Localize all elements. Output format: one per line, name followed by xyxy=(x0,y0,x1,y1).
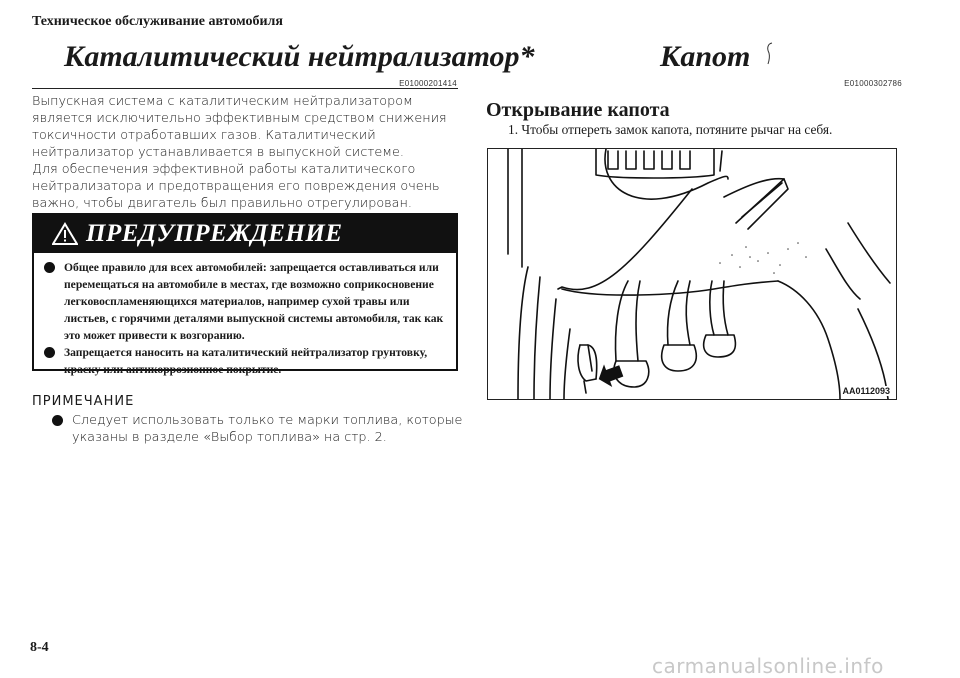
figure-code: AA0112093 xyxy=(842,386,890,396)
hood-release-illustration xyxy=(488,149,896,399)
paragraph-1: Выпускная система с каталитическим нейтрализатором является исключительно эффективным средством снижения токсичности отработавших газов. Каталитический нейтрализатор устанавливается в выпускной системе. xyxy=(32,94,447,160)
section-code-right: E01000302786 xyxy=(844,79,902,88)
warning-item xyxy=(42,344,450,378)
section-title-catalytic: Каталитический нейтрализатор* xyxy=(64,40,535,73)
watermark: carmanualsonline.info xyxy=(652,654,884,678)
bullet-icon xyxy=(52,415,63,426)
intro-text xyxy=(32,93,458,212)
warning-title: ПРЕДУПРЕЖДЕНИЕ xyxy=(86,220,343,247)
bullet-icon xyxy=(44,347,55,358)
hook-mark-icon xyxy=(764,40,776,66)
running-head: Техническое обслуживание автомобиля xyxy=(32,14,283,29)
warning-item-text: Общее правило для всех автомобилей: запрещается оставливаться или перемещаться на автомобиле в местах, где возможно соприкосновение легковоспламеняющихся материалов, например сухой травы или листьев, с горячими деталями выпускной системы автомобиля, так как это может привести к возгоранию. xyxy=(64,261,444,342)
paragraph-2: Для обеспечения эффективной работы каталитического нейтрализатора и предотвращения его повреждения очень важно, чтобы двигатель был правильно отрегулирован. xyxy=(32,162,440,211)
warning-list xyxy=(42,259,450,378)
pull-arrow-icon xyxy=(595,360,626,391)
note-item xyxy=(52,412,472,446)
warning-triangle-icon xyxy=(52,222,78,246)
page-number: 8-4 xyxy=(30,640,49,655)
warning-header xyxy=(34,215,456,253)
warning-box xyxy=(32,213,458,376)
note-title: ПРИМЕЧАНИЕ xyxy=(32,394,135,409)
hood-release-figure xyxy=(487,148,897,400)
note-item-text: Следует использовать только те марки топлива, которые указаны в разделе «Выбор топлива» на стр. 2. xyxy=(72,413,463,445)
warning-item-text: Запрещается наносить на каталитический нейтрализатор грунтовку, краску или антикоррозионное покрытие. xyxy=(64,346,428,376)
section-title-hood: Капот xyxy=(660,40,751,73)
subheading-open-hood: Открывание капота xyxy=(486,99,670,121)
section-code-left: E01000201414 xyxy=(399,79,457,88)
step-1: 1. Чтобы отпереть замок капота, потяните рычаг на себя. xyxy=(508,122,833,137)
bullet-icon xyxy=(44,262,55,273)
section-rule xyxy=(32,88,458,89)
warning-item xyxy=(42,259,450,344)
